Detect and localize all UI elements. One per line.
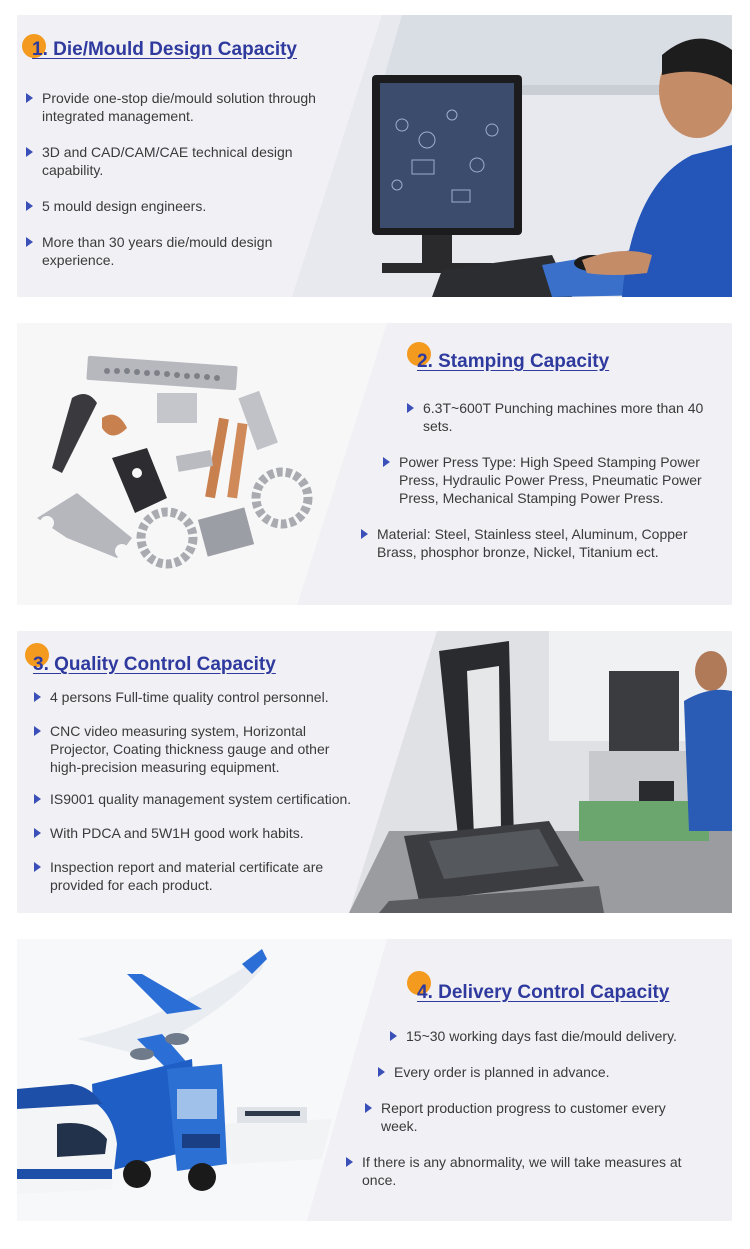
plane-truck-train-ship-photo: [17, 939, 387, 1221]
list-item: Every order is planned in advance.: [378, 1063, 698, 1081]
triangle-bullet-icon: [26, 237, 33, 247]
triangle-bullet-icon: [378, 1067, 385, 1077]
triangle-bullet-icon: [26, 93, 33, 103]
list-item: 6.3T~600T Punching machines more than 40 sets.: [407, 399, 722, 435]
engineer-at-cad-monitor-photo: [292, 15, 732, 297]
triangle-bullet-icon: [34, 862, 41, 872]
list-item: 4 persons Full-time quality control personnel.: [34, 688, 364, 706]
triangle-bullet-icon: [407, 403, 414, 413]
section-stamping-capacity: [17, 323, 732, 605]
list-item: 3D and CAD/CAM/CAE technical design capability.: [26, 143, 316, 179]
section-heading: 2. Stamping Capacity: [417, 351, 610, 372]
stamped-metal-parts-photo: [17, 323, 387, 605]
list-item: Report production progress to customer every week.: [365, 1099, 695, 1135]
list-item: IS9001 quality management system certification.: [34, 790, 364, 808]
list-item: Material: Steel, Stainless steel, Aluminum, Copper Brass, phosphor bronze, Nickel, Titanium ect.: [361, 525, 723, 561]
triangle-bullet-icon: [346, 1157, 353, 1167]
triangle-bullet-icon: [34, 692, 41, 702]
triangle-bullet-icon: [34, 828, 41, 838]
section-delivery-control-capacity: [17, 939, 732, 1221]
list-item: Provide one-stop die/mould solution through integrated management.: [26, 89, 346, 125]
triangle-bullet-icon: [365, 1103, 372, 1113]
triangle-bullet-icon: [361, 529, 368, 539]
list-item: CNC video measuring system, Horizontal Projector, Coating thickness gauge and other high-precision measuring equipment.: [34, 722, 364, 776]
list-item: If there is any abnormality, we will take measures at once.: [346, 1153, 696, 1189]
list-item: Inspection report and material certificate are provided for each product.: [34, 858, 344, 894]
section-heading: 1. Die/Mould Design Capacity: [32, 39, 297, 60]
triangle-bullet-icon: [383, 457, 390, 467]
measuring-equipment-lab-photo: [349, 631, 732, 913]
section-quality-control-capacity: [17, 631, 732, 913]
list-item: With PDCA and 5W1H good work habits.: [34, 824, 364, 842]
triangle-bullet-icon: [34, 726, 41, 736]
list-item: More than 30 years die/mould design experience.: [26, 233, 316, 269]
triangle-bullet-icon: [26, 147, 33, 157]
triangle-bullet-icon: [26, 201, 33, 211]
triangle-bullet-icon: [390, 1031, 397, 1041]
section-heading: 3. Quality Control Capacity: [33, 654, 276, 675]
triangle-bullet-icon: [34, 794, 41, 804]
list-item: 15~30 working days fast die/mould delivery.: [390, 1027, 710, 1045]
section-design-capacity: [17, 15, 732, 297]
list-item: Power Press Type: High Speed Stamping Power Press, Hydraulic Power Press, Pneumatic Power Press, Mechanical Stamping Power Press.: [383, 453, 723, 507]
list-item: 5 mould design engineers.: [26, 197, 316, 215]
section-heading: 4. Delivery Control Capacity: [417, 982, 670, 1003]
